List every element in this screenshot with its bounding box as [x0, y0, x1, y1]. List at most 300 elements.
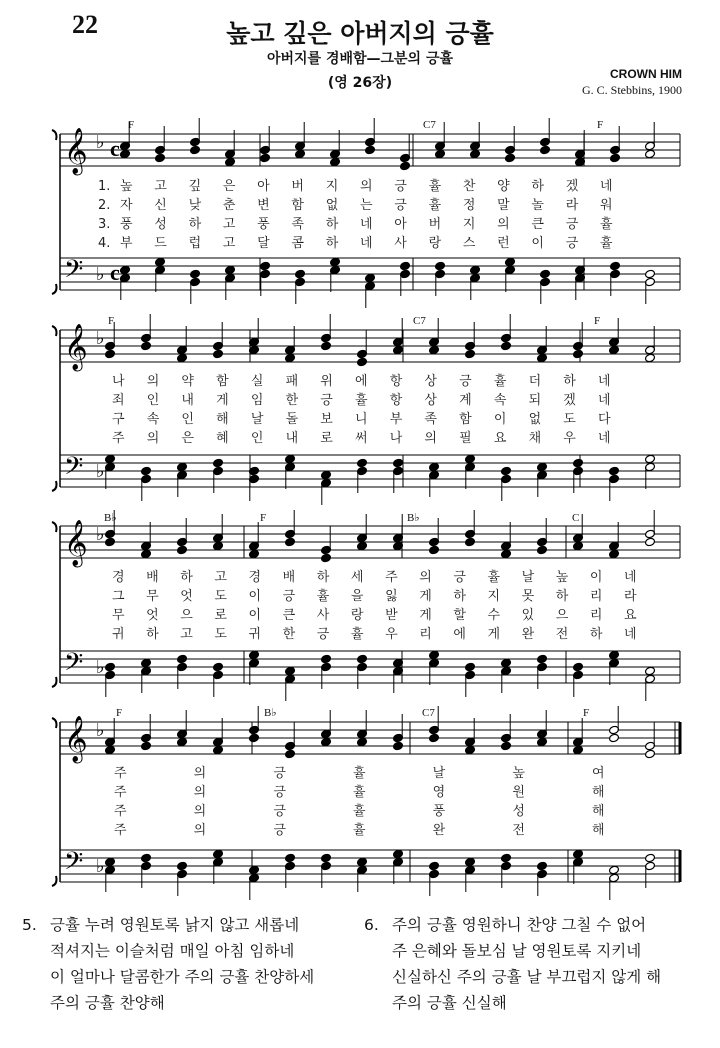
- lyric-syllable: 1.: [98, 179, 111, 194]
- lyric-syllable: 긍: [282, 589, 296, 604]
- chord-symbol: F: [583, 707, 590, 719]
- lyric-syllable: 찬: [462, 179, 476, 194]
- lyric-syllable: 긍: [316, 627, 330, 642]
- lyric-syllable: 성: [154, 217, 167, 232]
- lyric-syllable: 휼: [493, 374, 507, 389]
- lyric-syllable: 하: [188, 217, 202, 232]
- lyric-syllable: 돌: [285, 412, 299, 427]
- lyric-syllable: 긍: [273, 766, 286, 781]
- note-head: [330, 157, 341, 167]
- note-head: [357, 857, 368, 867]
- note-head: [213, 745, 224, 755]
- lyric-syllable: 긍: [394, 179, 407, 194]
- lyric-syllable: 경: [248, 570, 262, 585]
- lyric-syllable: 네: [598, 431, 611, 446]
- note-head: [213, 458, 224, 468]
- lyric-syllable: 긍: [453, 570, 466, 585]
- system-1: [52, 118, 680, 308]
- lyric-syllable: 의: [497, 217, 510, 232]
- note-head: [465, 537, 476, 547]
- lyric-syllable: 으: [180, 608, 193, 623]
- lyric-syllable: 주: [385, 570, 398, 585]
- lyric-syllable: 휼: [353, 785, 366, 800]
- note-head: [573, 745, 584, 755]
- note-head: [285, 749, 296, 759]
- note-head: [465, 349, 476, 359]
- lyric-syllable: 상: [424, 374, 437, 389]
- note-head: [505, 257, 516, 267]
- system-4: [52, 706, 680, 900]
- lyric-syllable: 임: [250, 393, 264, 408]
- note-head: [429, 650, 440, 660]
- note-head: [365, 145, 376, 155]
- note-head: [393, 741, 404, 751]
- note-head: [465, 857, 476, 867]
- lyric-syllable: 의: [419, 570, 432, 585]
- note-head: [141, 466, 152, 476]
- lyric-syllable: 사: [394, 236, 407, 251]
- note-head: [330, 257, 341, 267]
- note-head: [357, 737, 368, 747]
- lyric-syllable: 리: [589, 589, 603, 604]
- note-head: [400, 161, 411, 171]
- note-head: [505, 153, 516, 163]
- lyric-syllable: 하: [325, 236, 339, 251]
- lyric-syllable: 세: [350, 570, 364, 585]
- note-head: [540, 145, 551, 155]
- note-head: [141, 549, 152, 559]
- lyric-syllable: 신: [154, 198, 167, 213]
- note-head: [141, 853, 152, 863]
- lyric-syllable: 의: [193, 823, 207, 838]
- lyric-syllable: 하: [531, 179, 544, 194]
- lyric-syllable: 귀: [112, 627, 125, 642]
- note-head: [357, 541, 368, 551]
- note-head: [429, 345, 440, 355]
- verse-5-line: 긍휼 누려 영원토록 낡지 않고 새롭네: [50, 916, 300, 934]
- bass-clef-icon: 𝄢: [64, 255, 84, 290]
- lyric-syllable: 다: [598, 412, 611, 427]
- note-head: [609, 345, 620, 355]
- note-head: [213, 349, 224, 359]
- note-head: [501, 658, 512, 668]
- lyric-syllable: 콤: [291, 236, 304, 251]
- lyric-syllable: 도: [214, 589, 227, 604]
- note-head: [609, 466, 620, 476]
- lyric-syllable: 못: [521, 589, 535, 604]
- lyric-syllable: 라: [565, 198, 579, 213]
- lyric-syllable: 2.: [98, 198, 111, 213]
- note-head: [357, 458, 368, 468]
- note-head: [321, 853, 332, 863]
- bracket-hook: [52, 326, 57, 491]
- lyric-syllable: 그: [112, 589, 125, 604]
- hymn-title: 높고 깊은 아버지의 긍휼: [226, 19, 494, 48]
- lyric-syllable: 변: [257, 198, 270, 213]
- lyric-syllable: 배: [146, 570, 159, 585]
- lyric-syllable: 해: [592, 823, 605, 838]
- lyric-syllable: 을: [350, 589, 364, 604]
- treble-clef-icon: 𝄞: [64, 128, 88, 174]
- note-head: [645, 666, 656, 676]
- bracket-hook: [52, 130, 57, 294]
- lyric-syllable: 의: [193, 785, 207, 800]
- lyric-syllable: 영: [432, 785, 446, 800]
- chord-symbol: B♭: [104, 512, 117, 524]
- lyric-syllable: 자: [120, 198, 133, 213]
- lyric-syllable: 내: [285, 431, 299, 446]
- lyric-syllable: 하: [146, 627, 159, 642]
- lyric-syllable: 긍: [273, 823, 286, 838]
- note-head: [501, 853, 512, 863]
- note-head: [285, 537, 296, 547]
- flat-key-signature-icon: ♭: [96, 328, 105, 349]
- lyric-syllable: 되: [528, 393, 542, 408]
- lyric-syllable: 요: [624, 608, 637, 623]
- lyric-syllable: 아: [394, 217, 407, 232]
- lyric-syllable: 니: [355, 412, 368, 427]
- note-head: [501, 466, 512, 476]
- lyric-syllable: 으: [555, 608, 569, 623]
- note-head: [610, 153, 621, 163]
- lyric-syllable: 할: [453, 608, 466, 623]
- note-head: [393, 849, 404, 859]
- lyric-syllable: 휼: [487, 570, 501, 585]
- note-head: [645, 269, 656, 279]
- verse-5-line: 이 얼마나 달콤한가 주의 긍휼 찬양하세: [50, 968, 315, 986]
- lyric-syllable: 리: [419, 627, 432, 642]
- lyric-syllable: 더: [528, 374, 542, 389]
- tune-name: CROWN HIM: [610, 67, 682, 81]
- lyric-syllable: 수: [487, 608, 501, 623]
- chord-symbol: F: [108, 315, 115, 327]
- note-head: [573, 849, 584, 859]
- lyric-syllable: 패: [285, 374, 299, 389]
- note-head: [177, 462, 188, 472]
- lyric-syllable: 내: [181, 393, 194, 408]
- lyric-syllable: 에: [355, 374, 368, 389]
- note-head: [609, 733, 620, 743]
- lyric-syllable: 도: [563, 412, 576, 427]
- note-head: [285, 853, 296, 863]
- lyric-syllable: 네: [360, 217, 373, 232]
- note-head: [249, 549, 260, 559]
- note-head: [537, 861, 548, 871]
- lyric-syllable: 완: [521, 627, 535, 642]
- lyric-syllable: 없: [528, 412, 542, 427]
- lyric-syllable: 주: [114, 804, 127, 819]
- verse-5-line: 주의 긍휼 찬양해: [50, 994, 165, 1012]
- lyric-syllable: 은: [222, 179, 236, 194]
- lyric-syllable: 의: [146, 374, 160, 389]
- system-2: [52, 314, 680, 505]
- note-head: [573, 349, 584, 359]
- lyric-syllable: 겠: [565, 179, 579, 194]
- note-head: [435, 261, 446, 271]
- lyric-syllable: 족: [291, 217, 304, 232]
- lyric-syllable: 족: [424, 412, 437, 427]
- lyric-syllable: 의: [193, 766, 207, 781]
- lyric-syllable: 이: [248, 608, 262, 623]
- lyric-syllable: 로: [320, 431, 333, 446]
- lyric-syllable: 휼: [600, 217, 613, 232]
- lyric-syllable: 이: [248, 589, 262, 604]
- lyric-syllable: 필: [459, 431, 472, 446]
- note-head: [190, 145, 201, 155]
- note-head: [400, 261, 411, 271]
- flat-key-signature-icon: ♭: [96, 264, 105, 285]
- lyric-syllable: 버: [291, 179, 304, 194]
- note-head: [645, 537, 656, 547]
- note-head: [295, 149, 306, 159]
- note-head: [501, 549, 512, 559]
- lyric-syllable: 하: [563, 374, 576, 389]
- verse-5-number: 5.: [22, 916, 37, 934]
- hymn-number: 22: [72, 10, 98, 39]
- treble-clef-icon: 𝄞: [64, 520, 88, 566]
- note-head: [429, 861, 440, 871]
- note-head: [645, 454, 656, 464]
- note-head: [470, 149, 481, 159]
- note-head: [213, 541, 224, 551]
- lyric-syllable: 게: [419, 608, 432, 623]
- lyric-syllable: 함: [216, 374, 229, 389]
- bracket-hook: [52, 522, 57, 687]
- note-head: [645, 749, 656, 759]
- lyric-syllable: 원: [512, 785, 525, 800]
- note-head: [321, 737, 332, 747]
- lyric-syllable: 리: [589, 608, 603, 623]
- lyric-syllable: 휼: [600, 236, 613, 251]
- bass-clef-icon: 𝄢: [64, 648, 84, 683]
- note-head: [429, 462, 440, 472]
- note-head: [540, 269, 551, 279]
- lyric-syllable: 큰: [531, 217, 544, 232]
- lyric-syllable: 성: [512, 804, 525, 819]
- lyric-syllable: 양: [497, 179, 510, 194]
- chord-symbol: F: [594, 315, 601, 327]
- lyric-syllable: 휼: [428, 198, 442, 213]
- lyric-syllable: 의: [146, 431, 160, 446]
- lyric-syllable: 계: [459, 393, 472, 408]
- lyric-syllable: 하: [453, 589, 466, 604]
- lyric-syllable: 긍: [320, 393, 333, 408]
- common-time-icon: c: [110, 260, 120, 285]
- flat-key-signature-icon: ♭: [96, 856, 105, 877]
- note-head: [537, 654, 548, 664]
- lyric-syllable: 무: [146, 589, 159, 604]
- lyric-syllable: 3.: [98, 217, 111, 232]
- lyric-syllable: 이: [589, 570, 603, 585]
- lyric-syllable: 휼: [353, 804, 366, 819]
- lyric-syllable: 긍: [459, 374, 472, 389]
- note-head: [105, 454, 116, 464]
- note-head: [573, 458, 584, 468]
- composer-credit: G. C. Stebbins, 1900: [581, 83, 682, 97]
- lyric-syllable: 높: [555, 570, 569, 585]
- note-head: [321, 470, 332, 480]
- lyric-syllable: 랑: [350, 608, 364, 623]
- note-head: [177, 654, 188, 664]
- note-head: [537, 353, 548, 363]
- lyric-syllable: 우: [385, 627, 398, 642]
- chord-symbol: F: [116, 707, 123, 719]
- note-head: [213, 662, 224, 672]
- common-time-icon: c: [110, 136, 120, 161]
- lyric-syllable: 하: [180, 570, 193, 585]
- note-head: [393, 458, 404, 468]
- lyric-syllable: 주: [112, 431, 125, 446]
- lyric-syllable: 없: [325, 198, 339, 213]
- lyric-syllable: 도: [214, 627, 227, 642]
- lyric-syllable: 는: [360, 198, 373, 213]
- chord-symbol: B♭: [407, 512, 420, 524]
- note-head: [645, 853, 656, 863]
- lyric-syllable: 말: [497, 198, 510, 213]
- note-head: [105, 857, 116, 867]
- verse-6-line: 주의 긍휼 신실해: [392, 994, 507, 1012]
- lyric-syllable: 네: [624, 627, 637, 642]
- lyric-syllable: 사: [316, 608, 330, 623]
- lyric-syllable: 주: [114, 785, 127, 800]
- lyric-syllable: 버: [428, 217, 442, 232]
- note-head: [260, 153, 271, 163]
- lyric-syllable: 휼: [353, 823, 366, 838]
- lyric-syllable: 한: [285, 393, 299, 408]
- lyric-syllable: 부: [120, 236, 133, 251]
- lyric-syllable: 풍: [120, 217, 133, 232]
- lyric-syllable: 네: [598, 374, 611, 389]
- lyric-syllable: 인: [146, 393, 160, 408]
- note-head: [295, 269, 306, 279]
- note-head: [501, 741, 512, 751]
- note-head: [120, 149, 131, 159]
- note-head: [645, 353, 656, 363]
- lyric-syllable: 긍: [565, 236, 579, 251]
- lyric-syllable: 게: [216, 393, 229, 408]
- note-head: [609, 650, 620, 660]
- note-head: [537, 545, 548, 555]
- lyric-syllable: 죄: [112, 393, 125, 408]
- lyric-syllable: 은: [181, 431, 194, 446]
- lyric-syllable: 네: [598, 393, 611, 408]
- note-head: [429, 733, 440, 743]
- note-head: [537, 737, 548, 747]
- note-head: [177, 353, 188, 363]
- note-head: [609, 549, 620, 559]
- lyric-syllable: 해: [216, 412, 229, 427]
- lyric-syllable: 휼: [353, 766, 366, 781]
- lyric-syllable: 무: [112, 608, 125, 623]
- lyric-syllable: 낮: [188, 198, 202, 213]
- lyric-syllable: 상: [424, 393, 437, 408]
- verse-6-line: 주의 긍휼 영원하니 찬양 그칠 수 없어: [392, 916, 647, 934]
- lyric-syllable: 정: [462, 198, 476, 213]
- lyric-syllable: 잃: [385, 589, 398, 604]
- lyric-syllable: 게: [419, 589, 432, 604]
- lyric-syllable: 속: [493, 393, 507, 408]
- note-head: [365, 273, 376, 283]
- note-head: [155, 257, 166, 267]
- bass-clef-icon: 𝄢: [64, 847, 84, 882]
- lyric-syllable: 요: [493, 431, 507, 446]
- lyric-syllable: 전: [512, 823, 525, 838]
- note-head: [609, 865, 620, 875]
- lyric-syllable: 스: [462, 236, 476, 251]
- lyric-syllable: 엇: [180, 589, 193, 604]
- lyric-syllable: 휼: [355, 393, 368, 408]
- note-head: [573, 662, 584, 672]
- lyric-syllable: 항: [389, 393, 403, 408]
- note-head: [260, 261, 271, 271]
- lyric-syllable: 의: [193, 804, 207, 819]
- flat-key-signature-icon: ♭: [96, 720, 105, 741]
- lyric-syllable: 지: [487, 589, 501, 604]
- lyric-syllable: 실: [250, 374, 264, 389]
- verse-6-line: 주 은혜와 돌보심 날 영원토록 지키네: [392, 942, 642, 960]
- note-head: [225, 157, 236, 167]
- note-head: [393, 345, 404, 355]
- note-head: [105, 349, 116, 359]
- note-head: [501, 341, 512, 351]
- note-head: [465, 745, 476, 755]
- lyric-syllable: 인: [250, 431, 264, 446]
- lyric-syllable: 한: [282, 627, 296, 642]
- lyric-syllable: 고: [154, 179, 167, 194]
- lyric-syllable: 풍: [432, 804, 446, 819]
- lyric-syllable: 게: [487, 627, 501, 642]
- note-head: [357, 654, 368, 664]
- note-head: [573, 541, 584, 551]
- lyric-syllable: 구: [112, 412, 125, 427]
- lyric-syllable: 하: [316, 570, 330, 585]
- verse-6-number: 6.: [364, 916, 379, 934]
- chord-symbol: C: [572, 512, 580, 524]
- lyric-syllable: 4.: [98, 236, 111, 251]
- lyric-syllable: 네: [600, 179, 613, 194]
- lyric-syllable: 경: [112, 570, 125, 585]
- lyric-syllable: 높: [512, 766, 525, 781]
- bass-clef-icon: 𝄢: [64, 452, 84, 487]
- lyric-syllable: 속: [146, 412, 160, 427]
- lyric-syllable: 놀: [531, 198, 544, 213]
- flat-key-signature-icon: ♭: [96, 132, 105, 153]
- hymn-subtitle: 아버지를 경배함—그분의 긍휼: [266, 51, 454, 67]
- lyric-syllable: 이: [531, 236, 544, 251]
- lyric-syllable: 해: [592, 804, 605, 819]
- lyric-syllable: 휼: [316, 589, 330, 604]
- lyric-syllable: 지: [462, 217, 476, 232]
- lyric-syllable: 혜: [216, 431, 229, 446]
- lyric-syllable: 써: [355, 431, 368, 446]
- lyric-syllable: 긍: [565, 217, 579, 232]
- lyric-syllable: 나: [112, 374, 125, 389]
- note-head: [537, 462, 548, 472]
- lyric-syllable: 주: [114, 766, 127, 781]
- lyric-syllable: 위: [320, 374, 333, 389]
- note-head: [285, 353, 296, 363]
- note-head: [357, 357, 368, 367]
- lyric-syllable: 전: [555, 627, 569, 642]
- system-3: [52, 510, 680, 701]
- bracket-hook: [52, 718, 57, 886]
- treble-clef-icon: 𝄞: [64, 324, 88, 370]
- lyric-syllable: 함: [459, 412, 472, 427]
- lyric-syllable: 받: [385, 608, 398, 623]
- note-head: [465, 662, 476, 672]
- flat-key-signature-icon: ♭: [96, 524, 105, 545]
- verse-6-line: 신실하신 주의 긍휼 날 부끄럽지 않게 해: [392, 968, 662, 986]
